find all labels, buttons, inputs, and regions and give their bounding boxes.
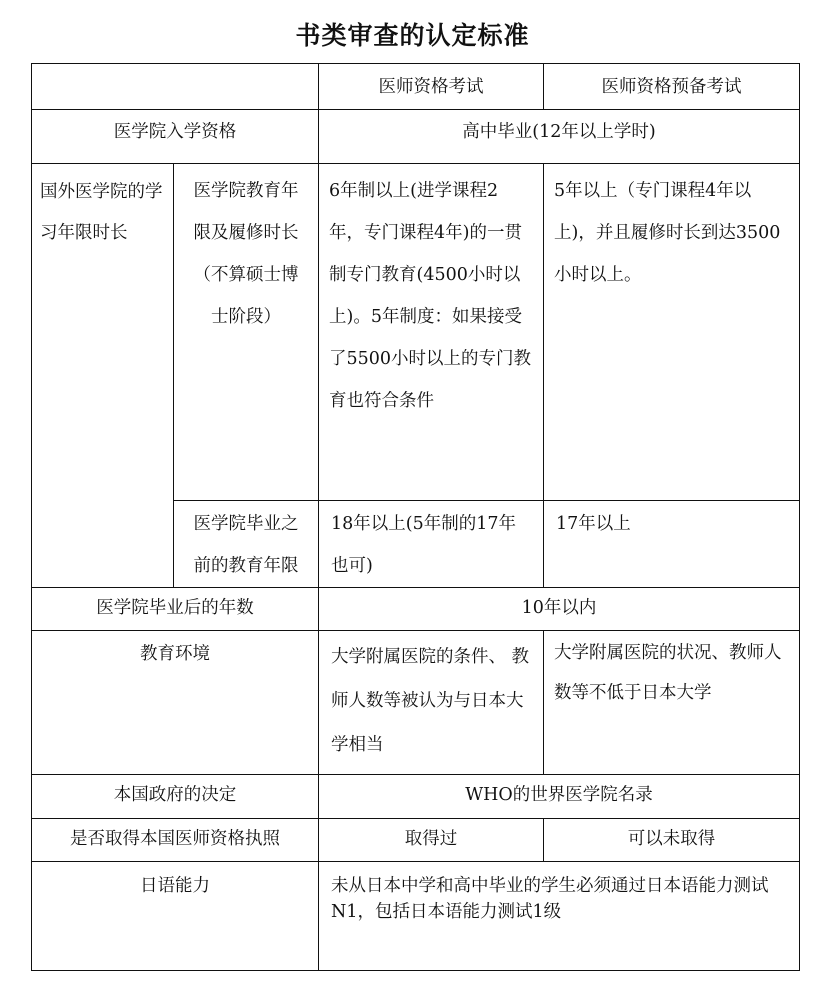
environment-exam: 大学附属医院的条件、 教师人数等被认为与日本大学相当 <box>318 630 544 775</box>
header-prelim: 医师资格预备考试 <box>543 63 800 110</box>
license-exam: 取得过 <box>318 818 544 862</box>
header-exam: 医师资格考试 <box>318 63 544 110</box>
header-empty-cell <box>31 63 319 110</box>
environment-prelim: 大学附属医院的状况、教师人数等不低于日本大学 <box>543 630 800 775</box>
study-length-sub2-label: 医学院毕业之前的教育年限 <box>173 500 319 588</box>
government-label: 本国政府的决定 <box>31 774 319 819</box>
license-prelim: 可以未取得 <box>543 818 800 862</box>
page-title: 书类审查的认定标准 <box>295 21 530 50</box>
study-length-sub2-exam: 18年以上(5年制的17年也可) <box>318 500 544 588</box>
japanese-value: 未从日本中学和高中毕业的学生必须通过日本语能力测试N1，包括日本语能力测试1级 <box>318 861 800 971</box>
study-length-group-label: 国外医学院的学习年限时长 <box>31 163 174 588</box>
admission-label: 医学院入学资格 <box>31 109 319 164</box>
government-value: WHO的世界医学院名录 <box>318 774 800 819</box>
environment-label: 教育环境 <box>31 630 319 775</box>
japanese-label: 日语能力 <box>31 861 319 971</box>
study-length-sub1-label: 医学院教育年限及履修时长（不算硕士博士阶段） <box>173 163 319 501</box>
study-length-sub1-prelim: 5年以上（专门课程4年以上)，并且履修时长到达3500小时以上。 <box>543 163 800 501</box>
study-length-sub2-prelim: 17年以上 <box>543 500 800 588</box>
years-after-label: 医学院毕业后的年数 <box>31 587 319 631</box>
years-after-value: 10年以内 <box>318 587 800 631</box>
study-length-sub1-exam: 6年制以上(进学课程2年，专门课程4年)的一贯制专门教育(4500小时以上)。5年制度：如果接受了5500小时以上的专门教育也符合条件 <box>318 163 544 501</box>
admission-value: 高中毕业(12年以上学时) <box>318 109 800 164</box>
license-label: 是否取得本国医师资格执照 <box>31 818 319 862</box>
